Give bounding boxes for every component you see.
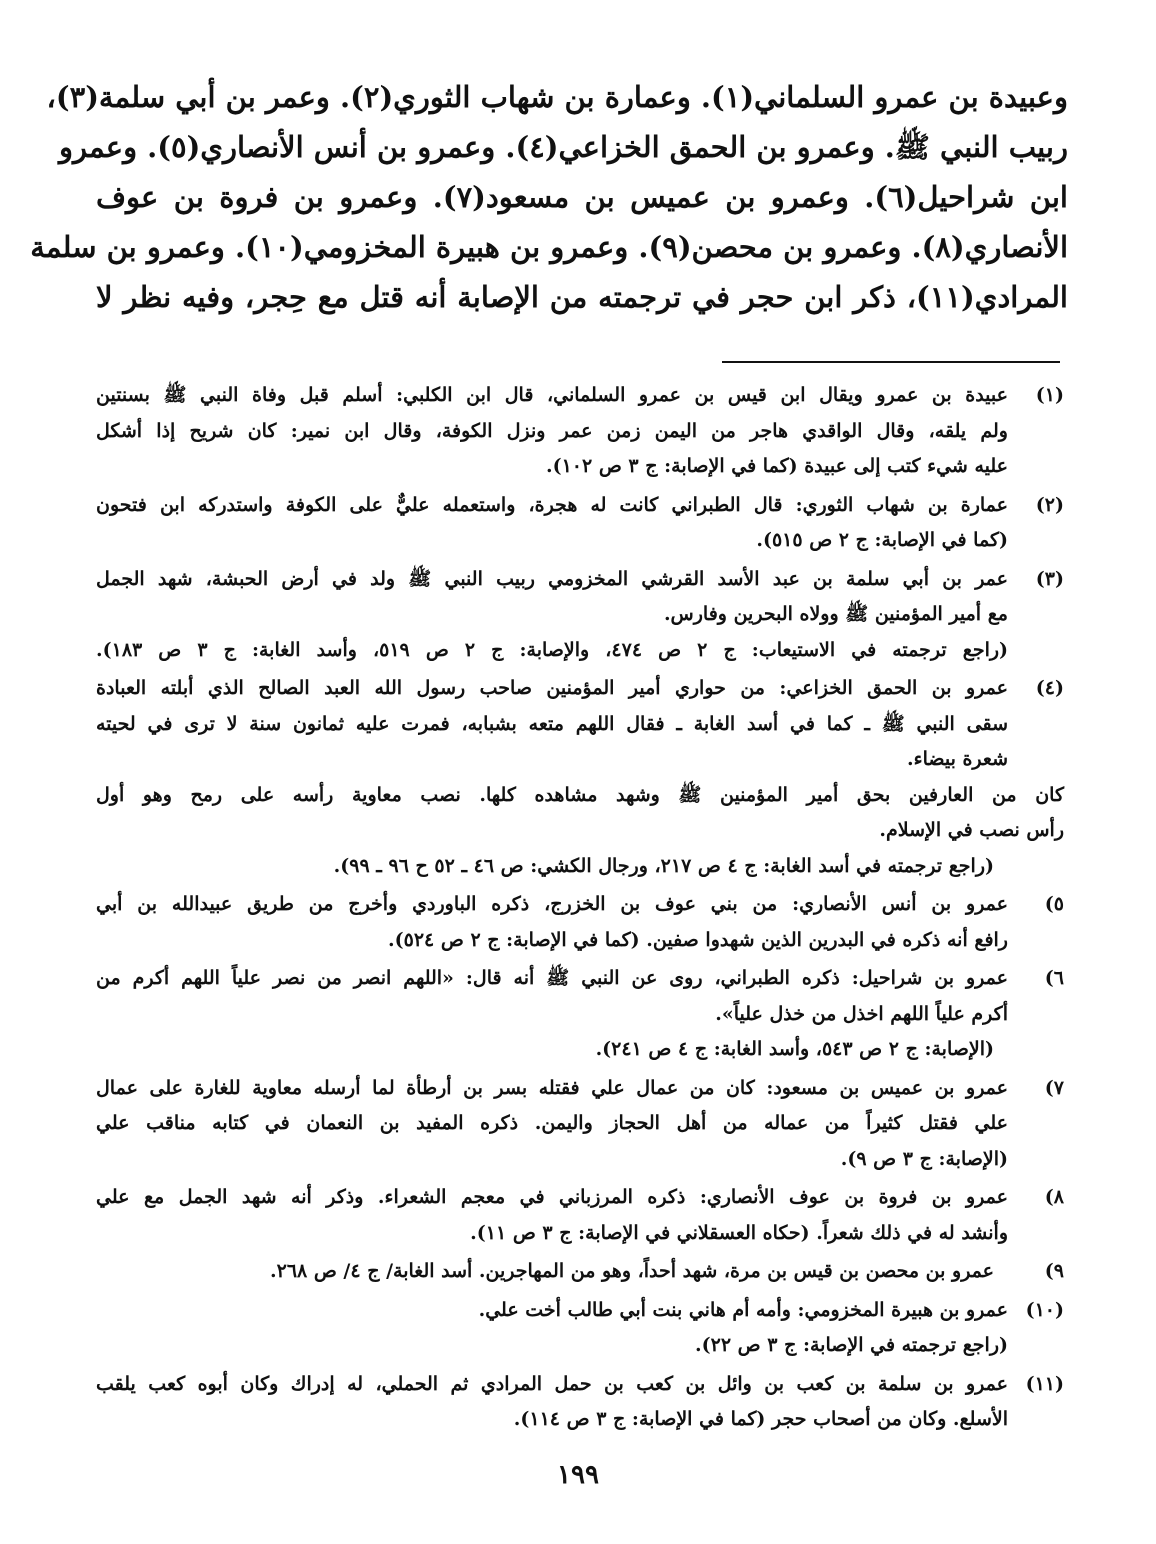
- footnote-line: عمارة بن شهاب الثوري: قال الطبراني كانت له هجرة، واستعمله عليٌّ على الكوفة واستدركه ابن فتحون: [96, 493, 1008, 516]
- main-text-line: الأنصاري(٨). وعمرو بن محصن(٩). وعمرو بن هبيرة المخزومي(١٠). وعمرو بن سلمة: [30, 230, 1068, 264]
- footnote-7: [96, 1071, 1064, 1178]
- footnote-line: عمرو بن هبيرة المخزومي: وأمه أم هاني بنت أبي طالب أخت علي.: [478, 1298, 1008, 1321]
- footnote-line: ولم يلقه، وقال الواقدي هاجر من اليمن زمن عمر ونزل الكوفة، وقال ابن نمير: كان شريح إذا أشكل: [96, 419, 1008, 442]
- footnote-number: ٥): [1044, 893, 1064, 915]
- footnote-5: [96, 887, 1064, 958]
- footnote-body: [96, 1071, 1008, 1178]
- footnote-11: [96, 1367, 1064, 1438]
- footnote-number: ٨): [1044, 1186, 1064, 1208]
- footnote-line: (كما في الإصابة: ج ٢ ص ٥١٥).: [756, 529, 1008, 551]
- footnote-line: أكرم علياً اللهم اخذل من خذل علياً».: [715, 1002, 1008, 1025]
- footnote-line: عمر بن أبي سلمة بن عبد الأسد القرشي المخزومي ربيب النبي ﷺ ولد في أرض الحبشة، شهد الجمل: [96, 567, 1008, 590]
- footnote-8: [96, 1180, 1064, 1251]
- footnote-3: [96, 562, 1064, 669]
- footnote-line: عليه شيء كتب إلى عبيدة (كما في الإصابة: ج ٣ ص ١٠٢).: [545, 455, 1008, 477]
- footnote-line: عمرو بن شراحيل: ذكره الطبراني، روى عن النبي ﷺ أنه قال: «اللهم انصر من نصر علياً اللهم أكرم من: [96, 967, 1008, 989]
- footnote-6: [96, 961, 1064, 1068]
- footnote-line: عمرو بن الحمق الخزاعي: من حواري أمير المؤمنين صاحب رسول الله العبد الصالح الذي أبلته العبادة: [96, 677, 1008, 699]
- footnote-line: عمرو بن محصن بن قيس بن مرة، شهد أحداً، وهو من المهاجرين. أسد الغابة/ ج ٤/ ص ٢٦٨.: [269, 1260, 994, 1282]
- footnote-number: (١): [1035, 384, 1064, 406]
- footnote-line: عمرو بن أنس الأنصاري: من بني عوف بن الخزرج، ذكره الباوردي وأخرج من طريق عبيدالله بن أبي: [96, 893, 1008, 915]
- footnote-line: علي فقتل كثيراً من عماله من أهل الحجاز واليمن. ذكره المفيد بن النعمان في كتابه مناقب علي: [96, 1112, 1008, 1134]
- footnote-line: (راجع ترجمته في أسد الغابة: ج ٤ ص ٢١٧، ورجال الكشي: ص ٤٦ ـ ٥٢ ح ٩٦ ـ ٩٩).: [333, 854, 994, 877]
- main-text-line: ابن شراحيل(٦). وعمرو بن عميس بن مسعود(٧). وعمرو بن فروة بن عوف: [96, 180, 1068, 214]
- footnote-line: وأنشد له في ذلك شعراً. (حكاه العسقلاني في الإصابة: ج ٣ ص ١١).: [470, 1221, 1008, 1244]
- footnote-line: عمرو بن عميس بن مسعود: كان من عمال علي فقتله بسر بن أرطأة لما أرسله معاوية للغارة على عمال: [96, 1076, 1008, 1099]
- footnote-number: (٢): [1035, 493, 1064, 516]
- footnote-4: [96, 671, 1064, 884]
- footnote-body: [96, 671, 1064, 884]
- page-number: ١٩٩: [557, 1460, 599, 1490]
- main-text-block: [30, 72, 1068, 322]
- main-text-line: المرادي(١١)، ذكر ابن حجر في ترجمته من الإصابة أنه قتل مع حِجر، وفيه نظر لا: [96, 280, 1068, 314]
- footnote-line: الأسلع. وكان من أصحاب حجر (كما في الإصابة: ج ٣ ص ١١٤).: [513, 1408, 1008, 1430]
- footnote-body: [96, 887, 1008, 958]
- footnote-body: [96, 1367, 1008, 1438]
- footnote-line: عمرو بن فروة بن عوف الأنصاري: ذكره المرزباني في معجم الشعراء. وذكر أنه شهد الجمل مع علي: [96, 1186, 1008, 1208]
- footnote-line: رافع أنه ذكره في البدرين الذين شهدوا صفين. (كما في الإصابة: ج ٢ ص ٥٢٤).: [388, 928, 1008, 951]
- footnote-number: ٧): [1044, 1076, 1064, 1099]
- footnote-body: [96, 1180, 1008, 1251]
- footnote-line: (الإصابة: ج ٣ ص ٩).: [840, 1147, 1008, 1170]
- footnote-line: (الإصابة: ج ٢ ص ٥٤٣، وأسد الغابة: ج ٤ ص ٢٤١).: [595, 1038, 994, 1060]
- footnote-body: [96, 1293, 1008, 1364]
- footnote-line: عمرو بن سلمة بن كعب بن وائل بن كعب بن حمل المرادي ثم الحملي، له إدراك وكان أبوه كعب يلقب: [96, 1372, 1008, 1395]
- footnote-line: كان من العارفين بحق أمير المؤمنين ﷺ وشهد مشاهده كلها. نصب معاوية رأسه على رمح وهو أول: [96, 783, 1064, 806]
- footnote-number: (١٠): [1025, 1298, 1064, 1321]
- main-text-line: ربيب النبي ﷺ. وعمرو بن الحمق الخزاعي(٤). وعمرو بن أنس الأنصاري(٥). وعمرو: [59, 130, 1068, 164]
- footnote-number: (٣): [1035, 567, 1064, 590]
- footnote-10: [96, 1293, 1064, 1364]
- footnote-line: سقى النبي ﷺ ـ كما في أسد الغابة ـ فقال اللهم متعه بشبابه، فمرت عليه ثمانون سنة لا ترى في لحيته: [96, 712, 1008, 735]
- footnotes-section: [96, 378, 1064, 1441]
- footnote-number: ٦): [1044, 967, 1064, 989]
- footnote-line: (راجع ترجمته في الإصابة: ج ٣ ص ٢٢).: [695, 1334, 1008, 1356]
- footnote-number: ٩): [1044, 1260, 1064, 1282]
- footnote-body: [96, 488, 1008, 559]
- footnote-body: [96, 378, 1008, 485]
- footnote-body: [96, 961, 1008, 1068]
- footnote-line: رأس نصب في الإسلام.: [879, 819, 1064, 841]
- footnote-number: (٤): [1035, 677, 1064, 699]
- footnote-1: [96, 378, 1064, 485]
- main-text-line: وعبيدة بن عمرو السلماني(١). وعمارة بن شهاب الثوري(٢). وعمر بن أبي سلمة(٣)،: [46, 80, 1068, 114]
- footnote-line: شعرة بيضاء.: [907, 748, 1008, 770]
- footnote-line: (راجع ترجمته في الاستيعاب: ج ٢ ص ٤٧٤، والإصابة: ج ٢ ص ٥١٩، وأسد الغابة: ج ٣ ص ١٨٣).: [96, 638, 1009, 661]
- footnote-divider: [722, 361, 1060, 363]
- footnote-body: [96, 562, 1008, 669]
- footnote-9: [96, 1254, 1064, 1290]
- footnote-body: [96, 1254, 1008, 1290]
- footnote-line: مع أمير المؤمنين ﷺ وولاه البحرين وفارس.: [663, 603, 1008, 625]
- footnote-number: (١١): [1025, 1372, 1064, 1395]
- footnote-2: [96, 488, 1064, 559]
- footnote-line: عبيدة بن عمرو ويقال ابن قيس بن عمرو السلماني، قال ابن الكلبي: أسلم قبل وفاة النبي ﷺ بسنتين: [96, 384, 1008, 406]
